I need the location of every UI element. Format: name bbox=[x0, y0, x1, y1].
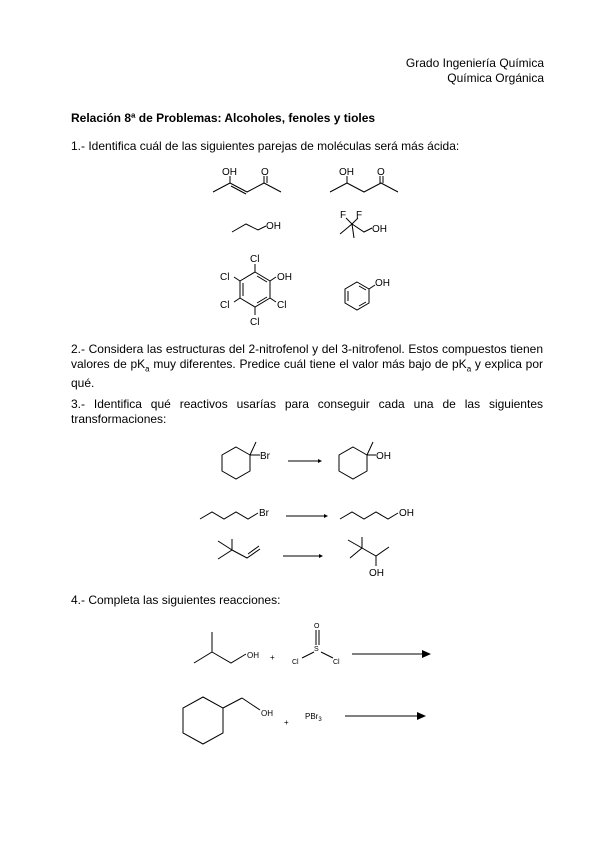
page-title: Relación 8ª de Problemas: Alcoholes, fenoles y tioles bbox=[71, 111, 376, 125]
label-cl: Cl bbox=[277, 300, 287, 311]
label-oh: OH bbox=[372, 224, 387, 235]
difluoroalcohol-molecule bbox=[340, 210, 387, 238]
label-oh: OH bbox=[247, 651, 259, 660]
phenol-molecule bbox=[345, 278, 390, 310]
label-oh: OH bbox=[266, 221, 281, 232]
label-cl: Cl bbox=[250, 317, 260, 328]
thionyl-chloride-molecule bbox=[292, 623, 340, 666]
question-3: 3.- Identifica qué reactivos usarías para conseguir cada una de las siguientes transformaciones: bbox=[71, 397, 543, 426]
label-oh: OH bbox=[369, 568, 384, 579]
question-4: 4.- Completa las siguientes reacciones: bbox=[71, 593, 281, 607]
pbr3-reagent bbox=[305, 712, 322, 723]
enol-molecule bbox=[213, 167, 281, 194]
bromomethylcyclohexane-molecule bbox=[222, 442, 271, 479]
label-o: O bbox=[314, 623, 320, 630]
reaction-arrow bbox=[286, 514, 328, 518]
propanol-molecule bbox=[232, 221, 281, 232]
label-oh: OH bbox=[222, 167, 237, 178]
label-pbr3: PBr$_3$ bbox=[305, 712, 322, 723]
label-br: Br bbox=[259, 508, 269, 519]
pentanol-molecule bbox=[340, 508, 414, 519]
bromopentane-molecule bbox=[200, 508, 270, 519]
label-o: O bbox=[261, 167, 269, 178]
methylcyclohexanol-molecule bbox=[339, 442, 391, 479]
isobutanol-molecule bbox=[194, 632, 259, 663]
reaction-arrow bbox=[345, 712, 426, 720]
label-cl: Cl bbox=[292, 659, 299, 666]
dimethylbutanol-molecule bbox=[348, 537, 389, 579]
plus-sign: + bbox=[270, 653, 275, 662]
dimethylbutene-molecule bbox=[218, 539, 260, 559]
label-cl: Cl bbox=[333, 659, 340, 666]
cyclohexylmethanol-molecule bbox=[183, 697, 273, 744]
subject-name: Química Orgánica bbox=[447, 71, 544, 85]
pentachlorophenol-molecule bbox=[220, 254, 292, 328]
degree-name: Grado Ingeniería Química bbox=[405, 56, 544, 70]
label-oh: OH bbox=[261, 709, 273, 718]
question-2: 2.- Considera las estructuras del 2-nitrofenol y del 3-nitrofenol. Estos compuestos tienen valores de $pK_a$ muy diferentes. Predice cuál tiene el valor más bajo de $pK_a$ y explica por qué. bbox=[71, 342, 543, 391]
label-o: O bbox=[377, 167, 385, 178]
hydroxyketone-molecule bbox=[330, 167, 398, 192]
label-oh: OH bbox=[277, 272, 292, 283]
plus-sign: + bbox=[284, 718, 289, 727]
label-oh: OH bbox=[339, 167, 354, 178]
label-s: S bbox=[314, 646, 319, 653]
label-oh: OH bbox=[399, 508, 414, 519]
label-f: F bbox=[356, 210, 363, 221]
label-oh: OH bbox=[376, 451, 391, 462]
label-oh: OH bbox=[375, 278, 390, 289]
label-cl: Cl bbox=[250, 254, 260, 265]
question-1: 1.- Identifica cuál de las siguientes parejas de moléculas será más ácida: bbox=[71, 139, 460, 153]
reaction-arrow bbox=[352, 650, 431, 658]
label-br: Br bbox=[260, 451, 270, 462]
label-f: F bbox=[340, 210, 347, 221]
reaction-arrow bbox=[288, 459, 322, 463]
label-cl: Cl bbox=[220, 300, 230, 311]
label-cl: Cl bbox=[220, 272, 230, 283]
reaction-arrow bbox=[283, 554, 323, 558]
